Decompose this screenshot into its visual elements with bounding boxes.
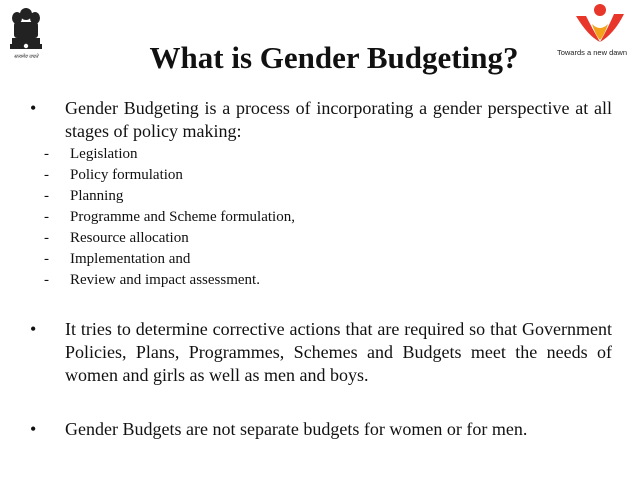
list-marker: - (44, 251, 49, 267)
bullet-marker: • (30, 319, 37, 339)
bullet-point-definition (30, 97, 612, 143)
list-marker: - (44, 146, 49, 162)
list-item (44, 249, 295, 270)
slide-title: What is Gender Budgeting? (149, 40, 519, 75)
bullet-marker: • (30, 419, 37, 439)
logo-tagline: Towards a new dawn (556, 48, 628, 57)
policy-stage-list (44, 144, 295, 291)
list-item-text: Legislation (70, 146, 138, 162)
bullet-text: Gender Budgets are not separate budgets for women or for men. (65, 419, 528, 439)
list-item (44, 144, 295, 165)
list-marker: - (44, 230, 49, 246)
list-marker: - (44, 209, 49, 225)
list-marker: - (44, 167, 49, 183)
list-item-text: Planning (70, 188, 124, 204)
list-item (44, 228, 295, 249)
list-item (44, 207, 295, 228)
bullet-point-clarification (30, 418, 612, 441)
bullet-point-objective (30, 318, 612, 387)
list-marker: - (44, 188, 49, 204)
list-item-text: Programme and Scheme formulation, (70, 209, 295, 225)
list-item (44, 186, 295, 207)
list-item-text: Resource allocation (70, 230, 189, 246)
emblem-caption: सत्यमेव जयते (13, 55, 39, 60)
list-item-text: Implementation and (70, 251, 191, 267)
list-item (44, 270, 295, 291)
list-item-text: Review and impact assessment. (70, 272, 260, 288)
list-item-text: Policy formulation (70, 167, 183, 183)
bullet-text: Gender Budgeting is a process of incorporating a gender perspective at all stages of policy making: (65, 98, 612, 141)
list-item (44, 165, 295, 186)
bullet-marker: • (30, 98, 37, 118)
bullet-text: It tries to determine corrective actions that are required so that Government Policies, Plans, Programmes, Schemes and Budgets meet the needs of women and girls as well as men and boys. (65, 319, 612, 385)
list-marker: - (44, 272, 49, 288)
